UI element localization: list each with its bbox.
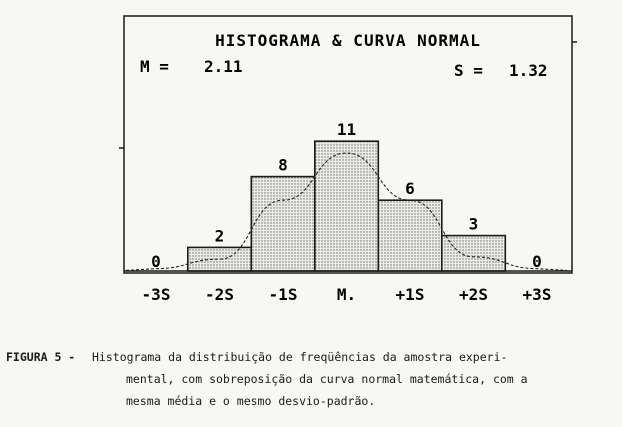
x-tick-label: -3S (141, 285, 171, 304)
mean-value: 2.11 (204, 57, 243, 76)
sd-value: 1.32 (509, 61, 548, 80)
caption-line-3: mesma média e o mesmo desvio-padrão. (126, 394, 376, 408)
x-tick-label: +3S (522, 285, 552, 304)
bar-value-label: 3 (468, 214, 479, 234)
x-tick-label: M. (336, 285, 357, 304)
bar-value-label: 6 (405, 179, 415, 199)
x-tick-label: +1S (395, 285, 425, 304)
chart-title: HISTOGRAMA & CURVA NORMAL (215, 31, 481, 50)
mean-label: M = (140, 57, 169, 76)
histogram-bar (378, 200, 442, 271)
x-tick-label: -2S (205, 285, 234, 304)
histogram-bar (188, 247, 252, 271)
bar-value-label: 0 (151, 252, 161, 271)
histogram-bar (315, 141, 379, 271)
bar-value-label: 0 (532, 252, 542, 271)
sd-label: S = (454, 61, 483, 80)
x-tick-label: -1S (268, 285, 298, 304)
x-tick-label: +2S (459, 285, 488, 304)
caption-line-1: Histograma da distribuição de freqüências da amostra experi- (92, 350, 508, 364)
caption-line-2: mental, com sobreposição da curva normal matemática, com a (126, 372, 528, 386)
histogram-bar (251, 177, 314, 271)
bar-value-label: 8 (278, 155, 288, 175)
histogram-bar (442, 236, 506, 271)
bar-value-label: 2 (214, 226, 225, 246)
caption-label: FIGURA 5 - (6, 350, 76, 364)
bar-value-label: 11 (336, 120, 357, 140)
